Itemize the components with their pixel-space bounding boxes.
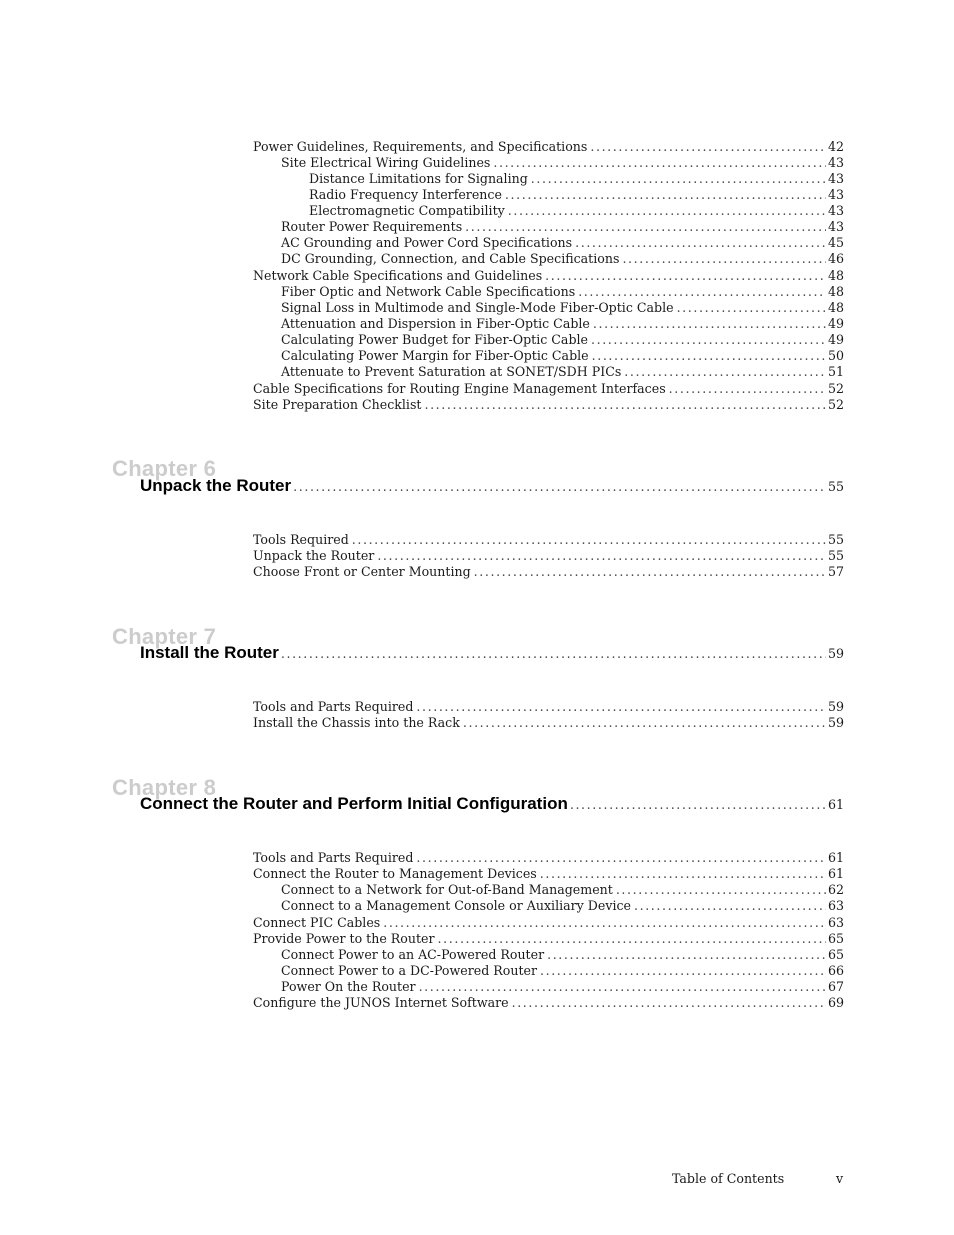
toc-entry[interactable] xyxy=(309,187,844,203)
dot-leader xyxy=(593,316,826,332)
toc-entry-page: 49 xyxy=(827,332,844,347)
toc-entry-page: 55 xyxy=(827,532,844,547)
chapter-heading[interactable] xyxy=(140,476,844,497)
toc-entry-page: 59 xyxy=(827,715,844,730)
dot-leader xyxy=(416,850,826,866)
toc-entry-label: Connect PIC Cables xyxy=(253,915,381,930)
toc-entry-page: 57 xyxy=(827,564,844,579)
toc-entry-label: Power On the Router xyxy=(281,979,416,994)
chapter-heading[interactable] xyxy=(140,643,844,664)
toc-entry-label: Site Electrical Wiring Guidelines xyxy=(281,155,491,170)
toc-entry-page: 49 xyxy=(827,316,844,331)
toc-entry[interactable] xyxy=(281,251,844,267)
toc-entry-page: 48 xyxy=(827,300,844,315)
toc-entry-page: 48 xyxy=(827,284,844,299)
toc-entry[interactable] xyxy=(281,882,844,898)
toc-entry[interactable] xyxy=(281,364,844,380)
toc-entry-label: Connect Power to an AC-Powered Router xyxy=(281,947,545,962)
toc-entry-page: 66 xyxy=(827,963,844,978)
dot-leader xyxy=(592,348,826,364)
toc-entry-label: Network Cable Specifications and Guidelines xyxy=(253,268,543,283)
chapter-page: 55 xyxy=(827,479,844,494)
toc-entry-label: Connect the Router to Management Devices xyxy=(253,866,537,881)
toc-entry[interactable] xyxy=(281,316,844,332)
dot-leader xyxy=(508,203,826,219)
toc-entry-label: Provide Power to the Router xyxy=(253,931,435,946)
toc-entry[interactable] xyxy=(281,284,844,300)
toc-entry-label: Choose Front or Center Mounting xyxy=(253,564,471,579)
dot-leader xyxy=(622,251,826,267)
toc-entry-label: Install the Chassis into the Rack xyxy=(253,715,460,730)
dot-leader xyxy=(669,381,826,397)
toc-entry[interactable] xyxy=(281,963,844,979)
footer-page-number: v xyxy=(836,1171,844,1186)
toc-entry-page: 52 xyxy=(827,397,844,412)
toc-entry-page: 65 xyxy=(827,947,844,962)
toc-entry-page: 43 xyxy=(827,187,844,202)
toc-entry[interactable] xyxy=(253,850,844,866)
toc-entry[interactable] xyxy=(281,332,844,348)
toc-entry-page: 45 xyxy=(827,235,844,250)
dot-leader xyxy=(624,364,826,380)
dot-leader xyxy=(575,235,826,251)
toc-entry-page: 61 xyxy=(827,850,844,865)
chapter-title: Unpack the Router xyxy=(140,476,292,495)
toc-entry-label: Connect to a Network for Out-of-Band Management xyxy=(281,882,613,897)
toc-entry-label: Signal Loss in Multimode and Single-Mode Fiber-Optic Cable xyxy=(281,300,674,315)
toc-entry-label: Attenuation and Dispersion in Fiber-Optic Cable xyxy=(281,316,590,331)
chapter-heading[interactable] xyxy=(140,794,844,815)
toc-entry-label: Power Guidelines, Requirements, and Specifications xyxy=(253,139,588,154)
toc-entry[interactable] xyxy=(253,699,844,715)
toc-entry[interactable] xyxy=(309,171,844,187)
toc-entry-page: 59 xyxy=(827,699,844,714)
toc-entry-page: 55 xyxy=(827,548,844,563)
dot-leader xyxy=(540,866,826,882)
toc-entry[interactable] xyxy=(281,947,844,963)
dot-leader xyxy=(424,397,826,413)
toc-entry-page: 43 xyxy=(827,171,844,186)
toc-entry-page: 63 xyxy=(827,915,844,930)
dot-leader xyxy=(578,284,826,300)
toc-entry[interactable] xyxy=(253,564,844,580)
toc-entry-page: 63 xyxy=(827,898,844,913)
chapter-number: Chapter 8 xyxy=(112,775,217,800)
toc-entry[interactable] xyxy=(253,931,844,947)
chapter-number: Chapter 6 xyxy=(112,456,217,481)
dot-leader xyxy=(465,219,826,235)
dot-leader xyxy=(591,332,826,348)
toc-entry-page: 43 xyxy=(827,203,844,218)
dot-leader xyxy=(438,931,826,947)
toc-entry[interactable] xyxy=(253,268,844,284)
toc-entry[interactable] xyxy=(281,235,844,251)
dot-leader xyxy=(463,715,826,731)
toc-entry[interactable] xyxy=(253,397,844,413)
toc-entry-label: Fiber Optic and Network Cable Specifications xyxy=(281,284,576,299)
toc-entry[interactable] xyxy=(281,300,844,316)
dot-leader xyxy=(634,898,826,914)
toc-entry-label: Site Preparation Checklist xyxy=(253,397,422,412)
toc-entry-page: 67 xyxy=(827,979,844,994)
toc-entry-label: Distance Limitations for Signaling xyxy=(309,171,528,186)
dot-leader xyxy=(493,155,826,171)
footer-label: Table of Contents xyxy=(672,1171,785,1186)
toc-entry-label: Electromagnetic Compatibility xyxy=(309,203,505,218)
dot-leader xyxy=(540,963,826,979)
dot-leader xyxy=(352,532,826,548)
toc-entry[interactable] xyxy=(253,866,844,882)
toc-entry[interactable] xyxy=(253,139,844,155)
toc-entry-page: 46 xyxy=(827,251,844,266)
dot-leader xyxy=(293,477,826,497)
dot-leader xyxy=(419,979,826,995)
toc-entry-label: Tools and Parts Required xyxy=(253,850,414,865)
toc-entry-page: 50 xyxy=(827,348,844,363)
toc-entry-label: DC Grounding, Connection, and Cable Specifications xyxy=(281,251,620,266)
dot-leader xyxy=(383,915,826,931)
toc-entry-label: Radio Frequency Interference xyxy=(309,187,502,202)
toc-entry-label: Tools and Parts Required xyxy=(253,699,414,714)
toc-entry-page: 62 xyxy=(827,882,844,897)
dot-leader xyxy=(545,268,826,284)
chapter-page: 61 xyxy=(827,797,844,812)
toc-entry[interactable] xyxy=(281,219,844,235)
dot-leader xyxy=(512,995,826,1011)
dot-leader xyxy=(505,187,826,203)
chapter-title: Connect the Router and Perform Initial Configuration xyxy=(140,794,568,813)
dot-leader xyxy=(616,882,826,898)
dot-leader xyxy=(590,139,826,155)
toc-entry-page: 43 xyxy=(827,155,844,170)
toc-entry-page: 69 xyxy=(827,995,844,1010)
dot-leader xyxy=(677,300,826,316)
dot-leader xyxy=(570,795,826,815)
toc-entry[interactable] xyxy=(281,898,844,914)
toc-entry-label: Connect Power to a DC-Powered Router xyxy=(281,963,537,978)
toc-entry-page: 48 xyxy=(827,268,844,283)
toc-entry-label: Tools Required xyxy=(253,532,349,547)
chapter-number: Chapter 7 xyxy=(112,624,217,649)
dot-leader xyxy=(281,644,826,664)
toc-entry[interactable] xyxy=(253,915,844,931)
toc-entry-page: 61 xyxy=(827,866,844,881)
toc-entry-page: 65 xyxy=(827,931,844,946)
chapter-page: 59 xyxy=(827,646,844,661)
toc-entry[interactable] xyxy=(281,979,844,995)
toc-entry[interactable] xyxy=(253,715,844,731)
toc-entry-page: 51 xyxy=(827,364,844,379)
toc-entry-label: Connect to a Management Console or Auxiliary Device xyxy=(281,898,631,913)
toc-entry[interactable] xyxy=(253,381,844,397)
toc-entry[interactable] xyxy=(281,155,844,171)
toc-entry[interactable] xyxy=(253,995,844,1011)
toc-entry-label: AC Grounding and Power Cord Specifications xyxy=(281,235,573,250)
toc-entry-label: Configure the JUNOS Internet Software xyxy=(253,995,509,1010)
toc-entry[interactable] xyxy=(253,548,844,564)
toc-entry-page: 52 xyxy=(827,381,844,396)
toc-entry-label: Unpack the Router xyxy=(253,548,375,563)
dot-leader xyxy=(474,564,826,580)
toc-entry[interactable] xyxy=(253,532,844,548)
toc-entry-page: 42 xyxy=(827,139,844,154)
dot-leader xyxy=(416,699,826,715)
toc-entry-label: Router Power Requirements xyxy=(281,219,463,234)
toc-entry-label: Calculating Power Budget for Fiber-Optic Cable xyxy=(281,332,588,347)
toc-entry-page: 43 xyxy=(827,219,844,234)
toc-entry-label: Attenuate to Prevent Saturation at SONET/SDH PICs xyxy=(281,364,622,379)
dot-leader xyxy=(377,548,826,564)
toc-entry[interactable] xyxy=(309,203,844,219)
toc-entry[interactable] xyxy=(281,348,844,364)
dot-leader xyxy=(547,947,826,963)
toc-entry-label: Calculating Power Margin for Fiber-Optic Cable xyxy=(281,348,589,363)
chapter-title: Install the Router xyxy=(140,643,279,662)
toc-entry-label: Cable Specifications for Routing Engine Management Interfaces xyxy=(253,381,666,396)
dot-leader xyxy=(531,171,826,187)
